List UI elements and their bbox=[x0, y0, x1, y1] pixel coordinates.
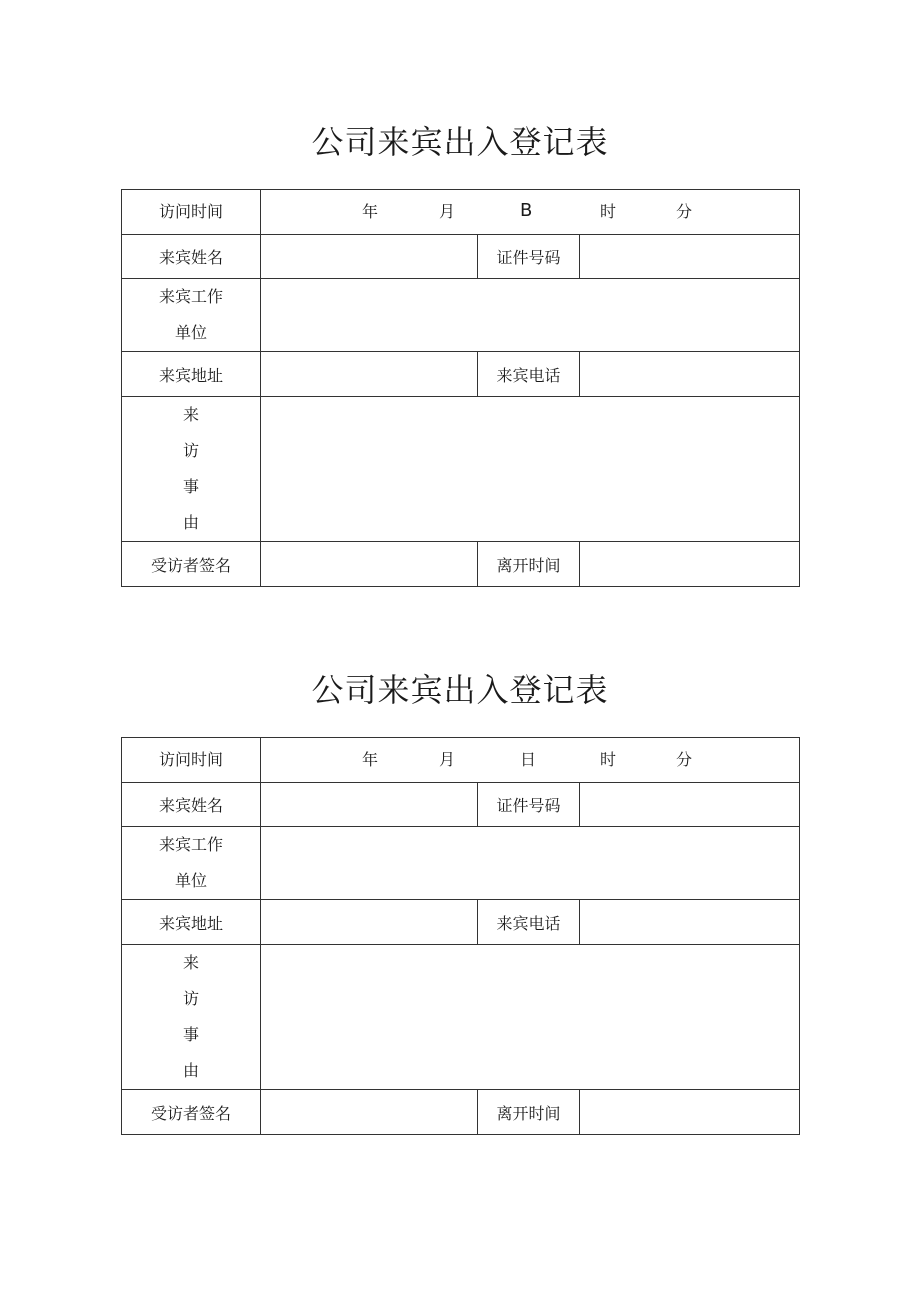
purpose-label bbox=[122, 945, 261, 1090]
leave-time-label: 离开时间 bbox=[478, 542, 580, 587]
purpose-label-char: 来 bbox=[182, 405, 199, 424]
visit-time-row bbox=[122, 738, 800, 783]
address-row bbox=[122, 352, 800, 397]
leave-time-field[interactable] bbox=[580, 542, 800, 587]
visitor-name-field[interactable] bbox=[261, 783, 478, 827]
phone-label: 来宾电话 bbox=[478, 900, 580, 945]
purpose-field[interactable] bbox=[261, 397, 800, 542]
visitor-name-row bbox=[122, 235, 800, 279]
workplace-label-line1: 来宾工作 bbox=[158, 287, 223, 306]
purpose-label bbox=[122, 397, 261, 542]
month-unit: 月 bbox=[439, 750, 456, 769]
leave-time-label: 离开时间 bbox=[478, 1090, 580, 1135]
workplace-row bbox=[122, 279, 800, 352]
visit-time-label: 访问时间 bbox=[122, 738, 261, 783]
host-signature-label: 受访者签名 bbox=[122, 542, 261, 587]
day-unit: B bbox=[520, 200, 533, 221]
visitor-name-label: 来宾姓名 bbox=[122, 235, 261, 279]
phone-label: 来宾电话 bbox=[478, 352, 580, 397]
id-number-field[interactable] bbox=[580, 235, 800, 279]
purpose-label-char: 事 bbox=[182, 1025, 199, 1044]
visitor-name-row bbox=[122, 783, 800, 827]
day-unit: 日 bbox=[520, 750, 537, 769]
workplace-label-line1: 来宾工作 bbox=[158, 835, 223, 854]
month-unit: 月 bbox=[439, 202, 456, 221]
visit-time-row bbox=[122, 190, 800, 235]
visitor-name-field[interactable] bbox=[261, 235, 478, 279]
registration-table bbox=[121, 737, 800, 1135]
visit-time-label: 访问时间 bbox=[122, 190, 261, 235]
registration-table bbox=[121, 189, 800, 587]
purpose-row bbox=[122, 945, 800, 1090]
host-signature-field[interactable] bbox=[261, 542, 478, 587]
purpose-label-char: 由 bbox=[182, 513, 199, 532]
year-unit: 年 bbox=[362, 202, 379, 221]
workplace-label-line2: 单位 bbox=[174, 871, 207, 890]
id-number-label: 证件号码 bbox=[478, 235, 580, 279]
form-title: 公司来宾出入登记表 bbox=[311, 671, 609, 709]
hour-unit: 时 bbox=[600, 750, 617, 769]
host-signature-label: 受访者签名 bbox=[122, 1090, 261, 1135]
workplace-field[interactable] bbox=[261, 827, 800, 900]
purpose-label-char: 访 bbox=[182, 989, 199, 1008]
purpose-label-char: 访 bbox=[182, 441, 199, 460]
host-signature-field[interactable] bbox=[261, 1090, 478, 1135]
minute-unit: 分 bbox=[676, 750, 693, 769]
purpose-row bbox=[122, 397, 800, 542]
visit-time-field[interactable] bbox=[261, 738, 800, 783]
workplace-label bbox=[122, 827, 261, 900]
address-field[interactable] bbox=[261, 900, 478, 945]
phone-field[interactable] bbox=[580, 352, 800, 397]
address-row bbox=[122, 900, 800, 945]
year-unit: 年 bbox=[362, 750, 379, 769]
workplace-label bbox=[122, 279, 261, 352]
signature-row bbox=[122, 1090, 800, 1135]
leave-time-field[interactable] bbox=[580, 1090, 800, 1135]
form-title: 公司来宾出入登记表 bbox=[311, 123, 609, 161]
purpose-label-char: 来 bbox=[182, 953, 199, 972]
address-field[interactable] bbox=[261, 352, 478, 397]
workplace-label-line2: 单位 bbox=[174, 323, 207, 342]
id-number-label: 证件号码 bbox=[478, 783, 580, 827]
purpose-label-char: 事 bbox=[182, 477, 199, 496]
id-number-field[interactable] bbox=[580, 783, 800, 827]
address-label: 来宾地址 bbox=[122, 352, 261, 397]
address-label: 来宾地址 bbox=[122, 900, 261, 945]
phone-field[interactable] bbox=[580, 900, 800, 945]
hour-unit: 时 bbox=[600, 202, 617, 221]
visit-time-field[interactable] bbox=[261, 190, 800, 235]
minute-unit: 分 bbox=[676, 202, 693, 221]
purpose-label-char: 由 bbox=[182, 1061, 199, 1080]
workplace-row bbox=[122, 827, 800, 900]
visitor-name-label: 来宾姓名 bbox=[122, 783, 261, 827]
purpose-field[interactable] bbox=[261, 945, 800, 1090]
signature-row bbox=[122, 542, 800, 587]
workplace-field[interactable] bbox=[261, 279, 800, 352]
